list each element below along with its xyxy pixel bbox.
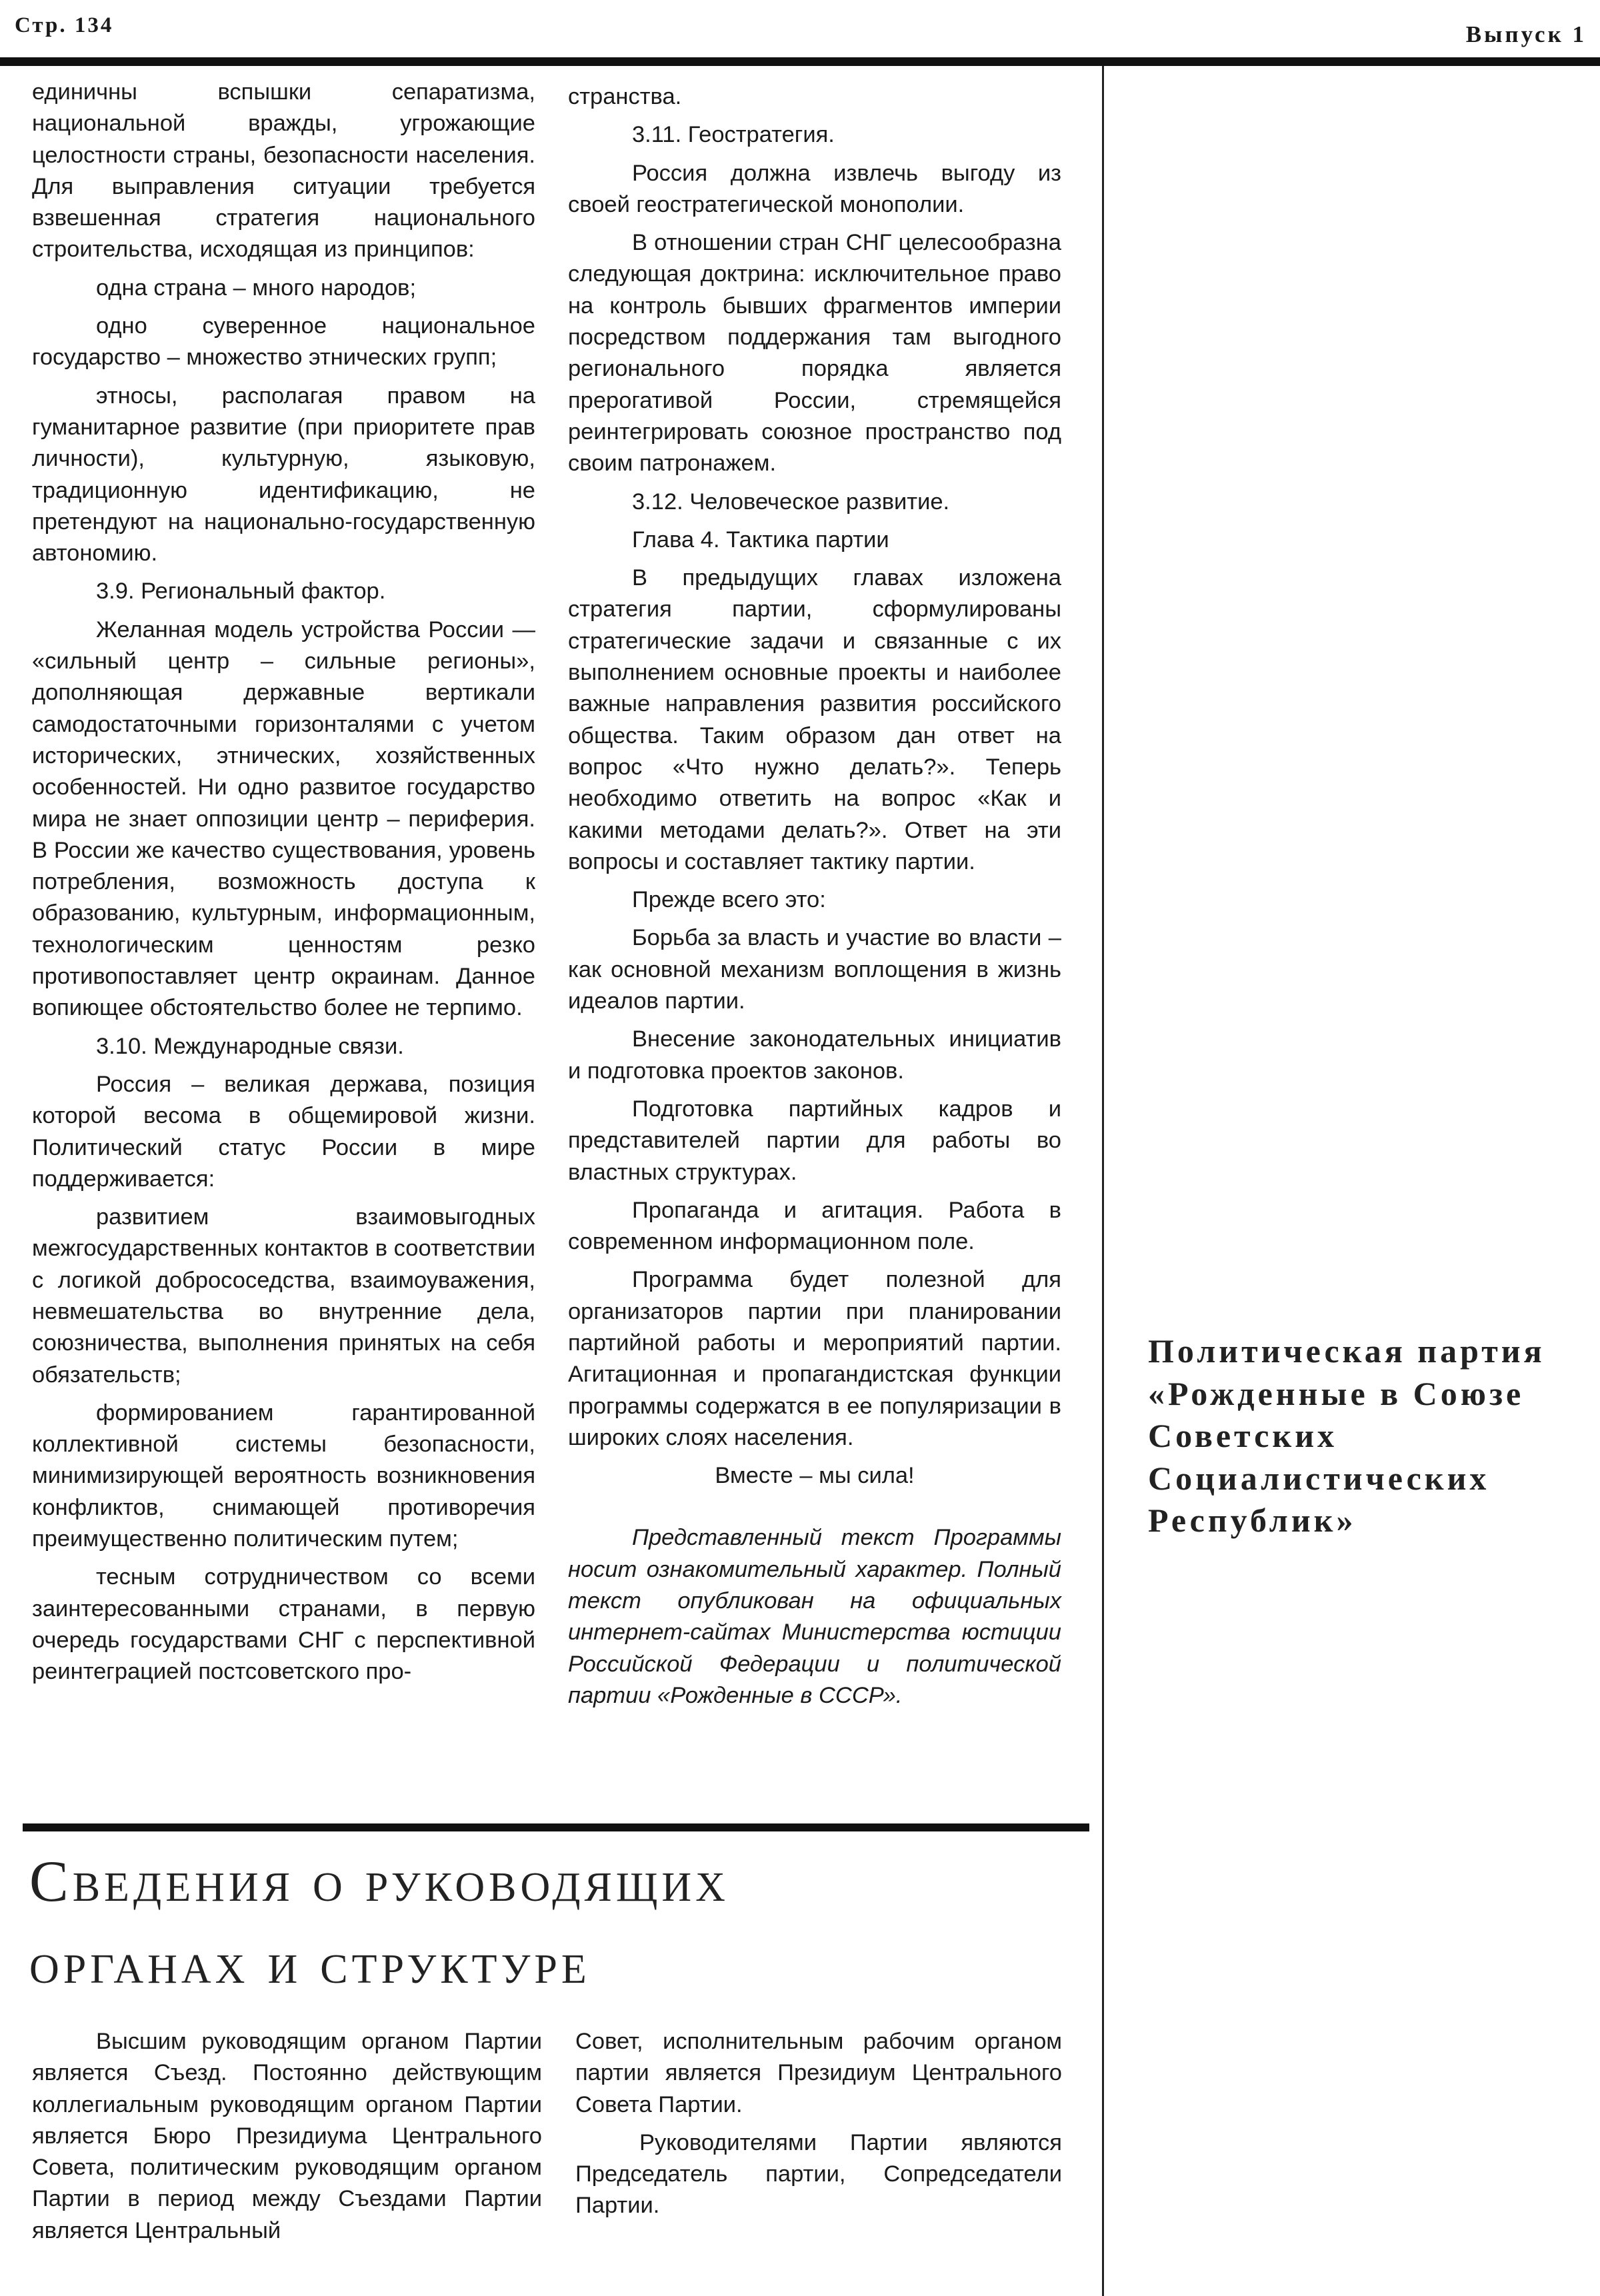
paragraph: Россия – великая держава, позиция которой весома в общемировой жизни. Политический статус России в мире поддерживается: [32, 1071, 535, 1192]
paragraph: Совет, исполнительным рабочим органом партии является Президиум Центрального Совета Партии. [575, 2029, 1062, 2117]
paragraph: Прежде всего это: [632, 887, 826, 913]
left-text-column [32, 77, 535, 1695]
sidebar-party-title: Политическая партия «Рожденные в Союзе Советских Социалистических Республик» [1148, 1332, 1545, 1539]
paragraph: странства. [568, 84, 682, 109]
paragraph: тесным сотрудничеством со всеми заинтересованными странами, в первую очередь государствами СНГ с перспективной реинтеграцией постсоветского про- [32, 1564, 535, 1685]
chapter-heading: Глава 4. Тактика партии [632, 527, 889, 553]
sidebar-divider [1102, 66, 1104, 2296]
right-text-column [568, 81, 1061, 1718]
paragraph: этносы, располагая правом на гуманитарное развитие (при приоритете прав личности), культурную, языковую, традиционную идентификацию, не претендуют на национально-государственную автономию. [32, 383, 535, 567]
issue-label: Выпуск 1 [1465, 21, 1587, 47]
bottom-left-column [32, 2026, 542, 2253]
paragraph: Россия должна извлечь выгоду из своей геостратегической монополии. [568, 160, 1061, 217]
paragraph: Руководителями Партии являются Председатель партии, Сопредседатели Партии. [575, 2129, 1062, 2219]
paragraph: Пропаганда и агитация. Работа в современном информационном поле. [568, 1197, 1061, 1255]
subsection-heading: 3.11. Геостратегия. [632, 122, 835, 148]
paragraph: Желанная модель устройства России — «сильный центр – сильные регионы», дополняющая державные вертикали самодостаточными горизонталями с учетом исторических, этнических, хозяйственных особенностей. Ни одно развитое государство мира не знает оппозиции центр – периферия. В России же качество существования, уровень потребления, возможность доступа к образованию, культурным, информационным, технологическим ценностям резко противопоставляет центр окраинам. Данное вопиющее обстоятельство более не терпимо. [32, 616, 535, 1021]
page-header [0, 0, 1600, 67]
section-heading-line: органах и структуре [29, 1931, 591, 1996]
paragraph: Программа будет полезной для организаторов партии при планировании партийной работы и мероприятий партии. Агитационная и пропагандистская функции программы содержатся в ее популяризации в широких слоях населения. [568, 1267, 1061, 1450]
paragraph: одна страна – много народов; [96, 275, 417, 301]
section-heading [29, 1841, 1069, 2005]
section-heading-line: Сведения о руководящих [29, 1849, 729, 1914]
paragraph: Высшим руководящим органом Партии является Съезд. Постоянно действующим коллегиальным руководящим органом Партии является Бюро Президиума Центрального Совета, политическим руководящим органом Партии в период между Съездами Партии является Центральный [32, 2029, 542, 2243]
header-rule [0, 57, 1600, 66]
section-divider [23, 1823, 1089, 1831]
paragraph: Подготовка партийных кадров и представителей партии для работы во властных структурах. [568, 1096, 1061, 1185]
paragraph: В отношении стран СНГ целесообразна следующая доктрина: исключительное право на контроль бывших фрагментов империи посредством поддержания там выгодного регионального порядка является прерогативой России, стремящейся реинтегрировать союзное пространство под своим патронажем. [568, 230, 1061, 477]
subsection-heading: 3.10. Международные связи. [96, 1033, 404, 1059]
subsection-heading: 3.12. Человеческое развитие. [632, 489, 950, 515]
paragraph: В предыдущих главах изложена стратегия партии, сформулированы стратегические задачи и связанные с их выполнением основные проекты и наиболее важные направления развития российского общества. Таким образом дан ответ на вопрос «Что нужно делать?». Теперь необходимо ответить на вопрос «Как и какими методами делать?». Ответ на эти вопросы и составляет тактику партии. [568, 565, 1061, 874]
paragraph: Борьба за власть и участие во власти – как основной механизм воплощения в жизнь идеалов партии. [568, 925, 1061, 1014]
page-number: Стр. 134 [15, 13, 114, 37]
bottom-right-column [575, 2026, 1062, 2229]
slogan: Вместе – мы сила! [715, 1463, 915, 1489]
paragraph: развитием взаимовыгодных межгосударственных контактов в соответствии с логикой добрососедства, взаимоуважения, невмешательства во внутренние дела, союзничества, выполнения принятых на себя обязательств; [32, 1204, 535, 1388]
paragraph: формированием гарантированной коллективной системы безопасности, минимизирующей вероятность возникновения конфликтов, снимающей противоречия преимущественно политическим путем; [32, 1400, 535, 1552]
paragraph: Внесение законодательных инициатив и подготовка проектов законов. [568, 1026, 1061, 1084]
disclaimer-note: Представленный текст Программы носит ознакомительный характер. Полный текст опубликован на официальных интернет-сайтах Министерства юстиции Российской Федерации и политической партии «Рожденные в СССР». [568, 1525, 1061, 1708]
paragraph: одно суверенное национальное государство – множество этнических групп; [32, 313, 535, 371]
subsection-heading: 3.9. Региональный фактор. [96, 578, 386, 604]
paragraph: единичны вспышки сепаратизма, национальной вражды, угрожающие целостности страны, безопасности населения. Для выправления ситуации требуется взвешенная стратегия национального строительства, исходящая из принципов: [32, 79, 535, 263]
